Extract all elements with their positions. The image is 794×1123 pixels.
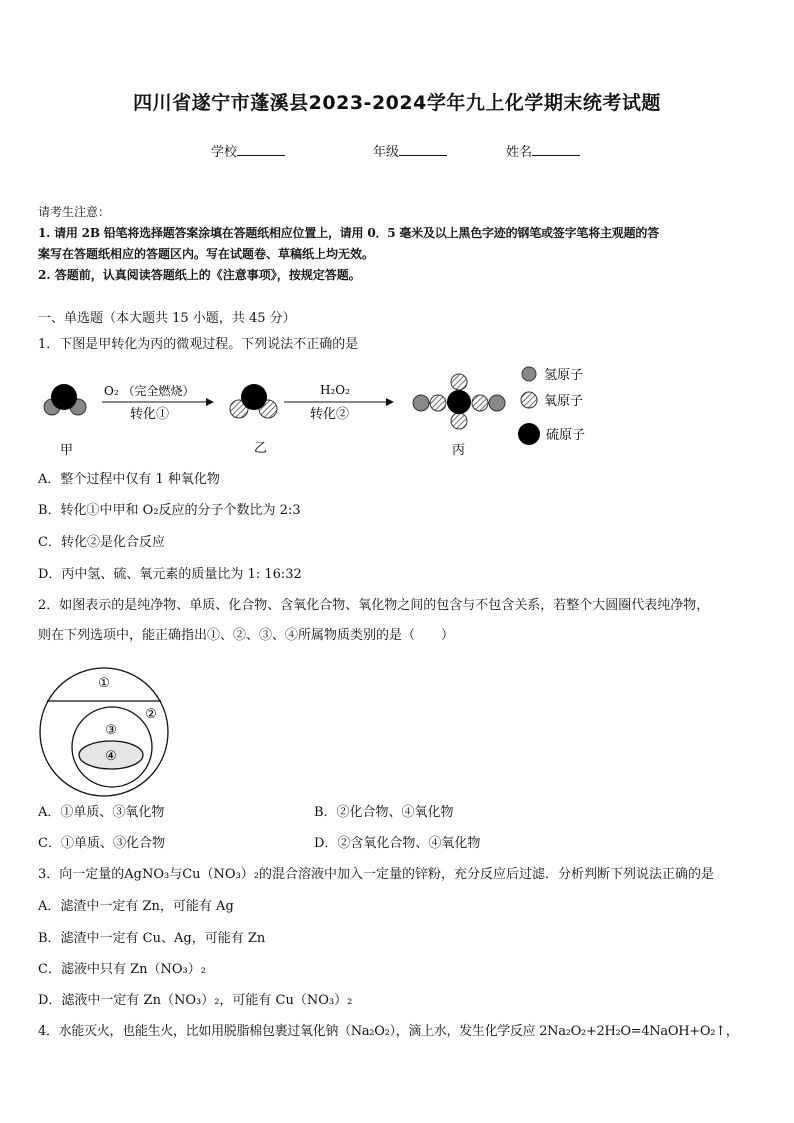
q2-option-c[interactable]: C．①单质、③化合物 — [38, 836, 165, 851]
label-jia: 甲 — [60, 443, 74, 458]
grade-field — [373, 141, 447, 160]
school-field — [211, 141, 285, 160]
yi-molecule — [230, 384, 277, 418]
legend-h-icon — [522, 367, 536, 381]
q3-option-d[interactable]: D．滤液中一定有 Zn（NO₃）₂，可能有 Cu（NO₃）₂ — [38, 993, 353, 1008]
label-yi: 乙 — [254, 441, 268, 456]
arrow2-head — [386, 398, 394, 406]
arrow1-bottom-label: 转化① — [130, 407, 170, 422]
legend-o-icon — [521, 392, 537, 408]
arrow1-head — [206, 398, 214, 406]
legend-o-label: 氧原子 — [544, 394, 584, 409]
notice-item-1a: 1. 请用 2B 铅笔将选择题答案涂填在答题纸相应位置上，请用 0．5 毫米及以上黑色字迹的钢笔或签字笔将主观题的答 — [38, 226, 660, 240]
q2-stem-2: 则在下列选项中，能正确指出①、②、③、④所属物质类别的是（ ） — [38, 628, 455, 643]
notice-heading: 请考生注意： — [38, 205, 111, 219]
label-3: ③ — [105, 723, 117, 738]
q2-stem-1: 2．如图表示的是纯净物、单质、化合物、含氧化合物、氧化物之间的包含与不包含关系，若整个大圆圈代表纯净物， — [38, 598, 710, 613]
arrow2-bottom-label: 转化② — [310, 407, 350, 422]
grade-blank[interactable] — [399, 143, 447, 156]
page-title: 四川省遂宁市蓬溪县2023-2024学年九上化学期末统考试题 — [133, 92, 661, 114]
q2-option-b[interactable]: B．②化合物、④氧化物 — [314, 805, 454, 820]
notice-item-1b: 案写在答题纸相应的答题区内。写在试题卷、草稿纸上均无效。 — [38, 247, 375, 261]
grade-label: 年级 — [373, 145, 400, 160]
q3-option-c[interactable]: C．滤液中只有 Zn（NO₃）₂ — [38, 962, 206, 977]
label-4: ④ — [105, 749, 117, 764]
notice-item-2: 2. 答题前，认真阅读答题纸上的《注意事项》，按规定答题。 — [38, 268, 361, 282]
q1-option-c[interactable]: C．转化②是化合反应 — [38, 535, 165, 550]
q3-option-a[interactable]: A．滤渣中一定有 Zn，可能有 Ag — [38, 899, 234, 914]
label-2: ② — [145, 707, 157, 722]
q1-stem: 1．下图是甲转化为丙的微观过程。下列说法不正确的是 — [38, 337, 359, 352]
school-blank[interactable] — [237, 143, 285, 156]
name-label: 姓名 — [506, 145, 533, 160]
jia-molecule — [44, 384, 86, 415]
legend-h-label: 氢原子 — [544, 368, 584, 383]
q1-option-d[interactable]: D．丙中氢、硫、氧元素的质量比为 1: 16:32 — [38, 567, 302, 582]
label-1: ① — [98, 676, 110, 691]
q4-stem: 4．水能灭火，也能生火，比如用脱脂棉包裹过氧化钠（Na₂O₂），滴上水，发生化学反应 2Na₂O₂+2H₂O=4NaOH+O₂↑， — [38, 1024, 739, 1039]
legend-s-icon — [518, 423, 540, 445]
section-heading: 一、单选题（本大题共 15 小题，共 45 分） — [38, 311, 296, 326]
q1-molecule-diagram — [36, 362, 616, 462]
q2-venn-diagram — [38, 665, 172, 799]
bing-molecule — [413, 374, 505, 429]
q1-option-a[interactable]: A．整个过程中仅有 1 种氧化物 — [38, 472, 220, 487]
arrow2-top-label: H₂O₂ — [320, 383, 350, 397]
q2-option-d[interactable]: D．②含氧化合物、④氧化物 — [314, 836, 481, 851]
school-label: 学校 — [211, 145, 238, 160]
label-bing: 丙 — [452, 443, 466, 458]
q2-option-a[interactable]: A．①单质、③氧化物 — [38, 805, 165, 820]
q3-option-b[interactable]: B．滤渣中一定有 Cu、Ag，可能有 Zn — [38, 931, 266, 946]
arrow1-top-label: O₂ （完全燃烧） — [104, 384, 195, 398]
name-field — [506, 141, 580, 160]
q3-stem: 3．向一定量的AgNO₃与Cu（NO₃）₂的混合溶液中加入一定量的锌粉，充分反应后过滤．分析判断下列说法正确的是 — [38, 867, 715, 882]
legend-s-label: 硫原子 — [546, 428, 586, 443]
q1-option-b[interactable]: B．转化①中甲和 O₂反应的分子个数比为 2:3 — [38, 503, 301, 518]
name-blank[interactable] — [532, 143, 580, 156]
